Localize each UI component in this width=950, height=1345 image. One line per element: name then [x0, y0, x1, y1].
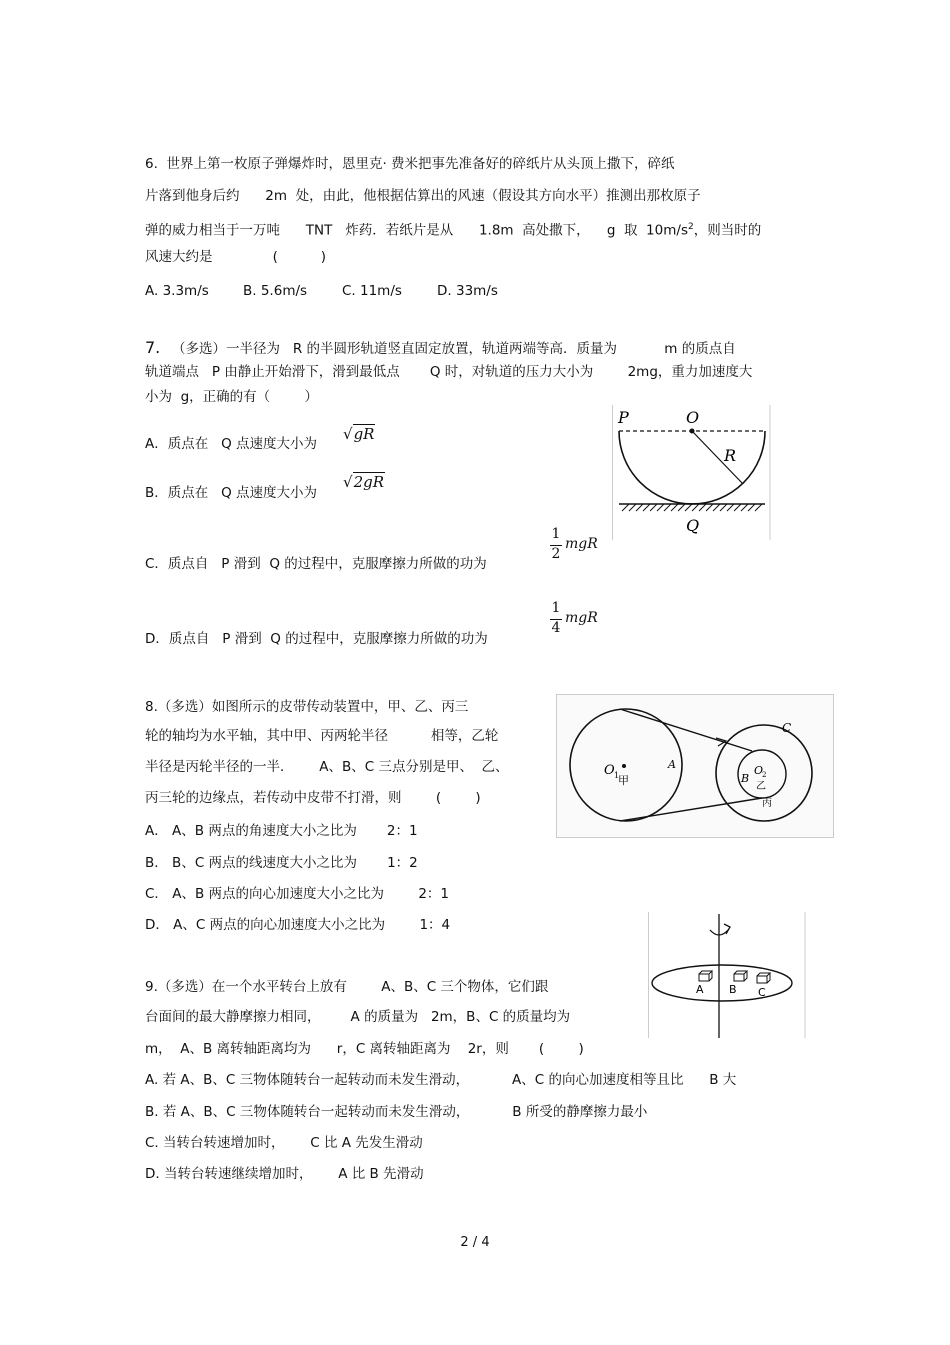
q7-option-a-radicand: gR — [353, 425, 375, 443]
label-yi: 乙 — [756, 781, 766, 792]
semicircle-arc — [619, 431, 765, 504]
q6-option-a: A. 3.3m/s — [145, 283, 209, 299]
q6-line3-b: ，则当时的 — [693, 222, 762, 239]
label-p: P — [618, 408, 629, 427]
semicircle-track-diagram — [612, 405, 772, 540]
q7-option-c-mgr: mgR — [565, 536, 598, 552]
block-c — [757, 973, 770, 983]
q7-option-d: D．质点自 P 滑到 Q 的过程中，克服摩擦力所做的功为 — [145, 631, 488, 647]
q8-option-d: D． A、C 两点的向心加速度大小之比为 1：4 — [145, 917, 451, 933]
q6-line2: 片落到他身后约 2m 处，由此，他根据估算出的风速（假设其方向水平）推测出那枚原子 — [145, 188, 701, 204]
label-bing: 丙 — [762, 798, 772, 809]
q7-option-a: A．质点在 Q 点速度大小为 — [145, 436, 318, 452]
q8-option-b: B． B、C 两点的线速度大小之比为 1：2 — [145, 855, 418, 871]
q7-option-b: B．质点在 Q 点速度大小为 — [145, 485, 318, 501]
block-a — [699, 971, 712, 981]
q7-option-b-radicand: 2gR — [353, 473, 385, 491]
q9-line2: 台面间的最大静摩擦力相同， A 的质量为 2m，B、C 的质量均为 — [145, 1009, 571, 1025]
block-b — [734, 971, 747, 981]
q6-option-c: C. 11m/s — [342, 283, 402, 299]
q7-option-a-radical: √gR — [343, 425, 375, 443]
q8-option-c: C． A、B 两点的向心加速度大小之比为 2：1 — [145, 886, 450, 902]
q7-option-d-numerator: 1 — [551, 600, 561, 616]
q9-option-b: B. 若 A、B、C 三物体随转台一起转动而未发生滑动， B 所受的静摩擦力最小 — [145, 1104, 648, 1120]
center-point — [690, 429, 695, 434]
q6-line1: 6. 世界上第一枚原子弹爆炸时，恩里克· 费米把事先准备好的碎纸片从头顶上撒下，碎纸 — [145, 156, 675, 172]
q8-line2: 轮的轴均为水平轴，其中甲、丙两轮半径 相等，乙轮 — [145, 728, 499, 744]
q6-line3-a: 弹的威力相当于一万吨 TNT 炸药．若纸片是从 1.8m 高处撒下， g 取 10m/s — [145, 222, 688, 239]
q7-line1: （多选）一半径为 R 的半圆形轨道竖直固定放置，轨道两端等高．质量为 m 的质点自 — [172, 341, 736, 357]
label-b: B — [741, 772, 750, 785]
q7-line2: 轨道端点 P 由静止开始滑下，滑到最低点 Q 时，对轨道的压力大小为 2mg，重力加速度大 — [145, 364, 753, 380]
q7-number: 7. — [145, 338, 161, 357]
q9-option-c: C. 当转台转速增加时， C 比 A 先发生滑动 — [145, 1135, 423, 1151]
q6-line3 — [145, 218, 761, 240]
label-b: B — [729, 983, 737, 996]
page-number: 2 / 4 — [460, 1235, 490, 1250]
q9-line1: 9.（多选）在一个水平转台上放有 A、B、C 三个物体，它们跟 — [145, 979, 549, 995]
q9-line3: m， A、B 离转轴距离均为 r，C 离转轴距离为 2r，则 ( ) — [145, 1041, 584, 1057]
q7-option-c-denominator: 2 — [551, 546, 561, 562]
q6-option-d: D. 33m/s — [437, 283, 498, 299]
label-o: O — [686, 408, 700, 427]
label-c: C — [758, 986, 766, 999]
label-a: A — [696, 983, 704, 996]
q6-line3-sup: 2 — [687, 222, 694, 232]
q8-line4: 丙三轮的边缘点，若传动中皮带不打滑，则 ( ) — [145, 790, 481, 806]
q8-option-a: A． A、B 两点的角速度大小之比为 2：1 — [145, 823, 418, 839]
q9-option-d: D. 当转台转速继续增加时， A 比 B 先滑动 — [145, 1166, 424, 1182]
q7-option-c: C．质点自 P 滑到 Q 的过程中，克服摩擦力所做的功为 — [145, 556, 487, 572]
q7-option-c-numerator: 1 — [551, 526, 561, 542]
q7-line3: 小为 g，正确的有（ ） — [145, 389, 318, 405]
label-o2-sub: 2 — [762, 771, 767, 779]
q7-option-d-mgr: mgR — [565, 610, 598, 626]
label-q: Q — [686, 516, 700, 535]
q6-option-b: B. 5.6m/s — [243, 283, 308, 299]
label-jia: 甲 — [618, 774, 629, 787]
q7-option-b-radical: √2gR — [343, 473, 385, 491]
label-o1: O — [604, 763, 615, 778]
q8-line3: 半径是丙轮半径的一半． A、B、C 三点分别是甲、 乙、 — [145, 759, 509, 775]
belt-drive-diagram — [556, 694, 834, 838]
axle-o1 — [622, 764, 626, 768]
label-r: R — [724, 446, 737, 465]
q6-line4: 风速大约是 ( ) — [145, 249, 327, 265]
label-a: A — [668, 758, 676, 771]
turntable-diagram — [648, 912, 808, 1038]
q9-option-a: A. 若 A、B、C 三物体随转台一起转动而未发生滑动， A、C 的向心加速度相等且比 B 大 — [145, 1072, 737, 1088]
turntable-disk — [652, 965, 792, 1001]
q8-line1: 8.（多选）如图所示的皮带传动装置中，甲、乙、丙三 — [145, 699, 469, 715]
q7-option-d-denominator: 4 — [551, 620, 561, 636]
label-c: C — [782, 721, 792, 735]
label-o1-sub: 1 — [614, 771, 620, 780]
label-o2: O — [754, 764, 764, 777]
